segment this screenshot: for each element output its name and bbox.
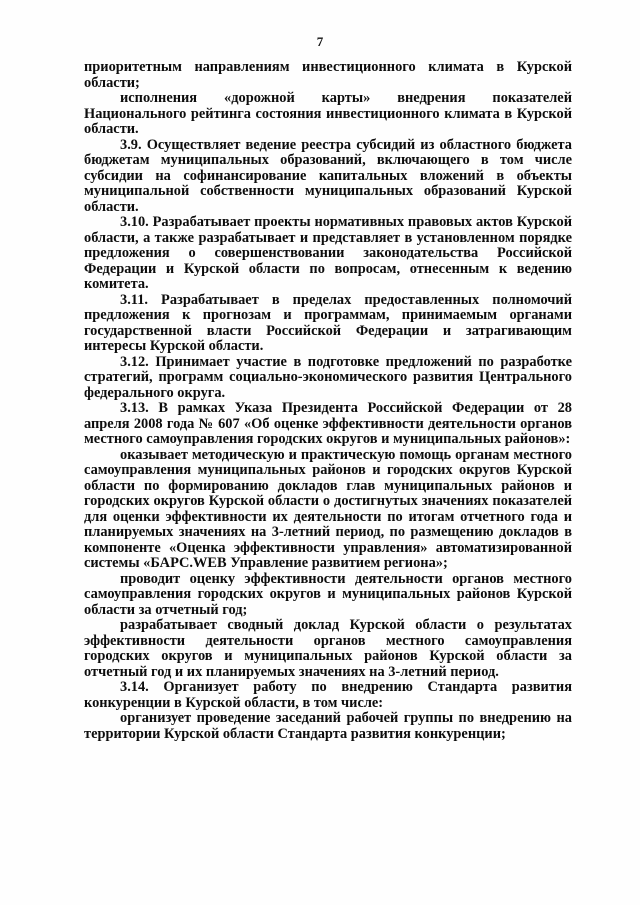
document-body [84,60,572,742]
paragraph-methodical-help: оказывает методическую и практическую помощь органам местного самоуправления муниципальных районов и городских округов Курской области по формированию докладов глав муниципальных районов и городских округов Курской области о достигнутых значениях показателей для оценки эффективности их деятельности по итогам отчетного года и планируемых значениях на 3-летний период, по размещению докладов в компоненте «Оценка эффективности управления» автоматизированной системы «БАРС.WEB Управление развитием региона»; [84,446,572,571]
paragraph-investment-directions: приоритетным направлениям инвестиционного климата в Курской области; [84,59,572,91]
page-number: 7 [316,34,324,49]
paragraph-3-11: 3.11. Разрабатывает в пределах предоставленных полномочий предложения к прогнозам и программам, принимаемым органами государственной власти Российской Федерации и затрагивающим интересы Курской области. [84,291,572,354]
paragraph-efficiency-assessment: проводит оценку эффективности деятельности органов местного самоуправления городских округов и муниципальных районов Курской области за отчетный год; [84,570,572,618]
paragraph-3-10: 3.10. Разрабатывает проекты нормативных правовых актов Курской области, а также разрабатывает и представляет в установленном порядке предложения о совершенствовании законодательства Российской Федерации и Курской области по вопросам, отнесенным к ведению комитета. [84,214,572,292]
paragraph-summary-report: разрабатывает сводный доклад Курской области о результатах эффективности деятельности органов местного самоуправления городских округов и муниципальных районов Курской области за отчетный год и их планируемых значениях на 3-летний период. [84,617,572,680]
paragraph-roadmap: исполнения «дорожной карты» внедрения показателей Национального рейтинга состояния инвестиционного климата в Курской области. [84,90,572,137]
paragraph-3-12: 3.12. Принимает участие в подготовке предложений по разработке стратегий, программ социально-экономического развития Центрального федерального округа. [84,353,572,401]
paragraph-3-9: 3.9. Осуществляет ведение реестра субсидий из областного бюджета бюджетам муниципальных образований, включающего в том числе субсидии на софинансирование капитальных вложений в объекты муниципальной собственности муниципальных образований Курской области. [84,136,572,215]
paragraph-3-13: 3.13. В рамках Указа Президента Российской Федерации от 28 апреля 2008 года № 607 «Об оценке эффективности деятельности органов местного самоуправления городских округов и муниципальных районов»: [84,400,572,447]
paragraph-working-group: организует проведение заседаний рабочей группы по внедрению на территории Курской области Стандарта развития конкуренции; [84,710,572,742]
paragraph-3-14: 3.14. Организует работу по внедрению Стандарта развития конкуренции в Курской области, в том числе: [84,679,572,711]
